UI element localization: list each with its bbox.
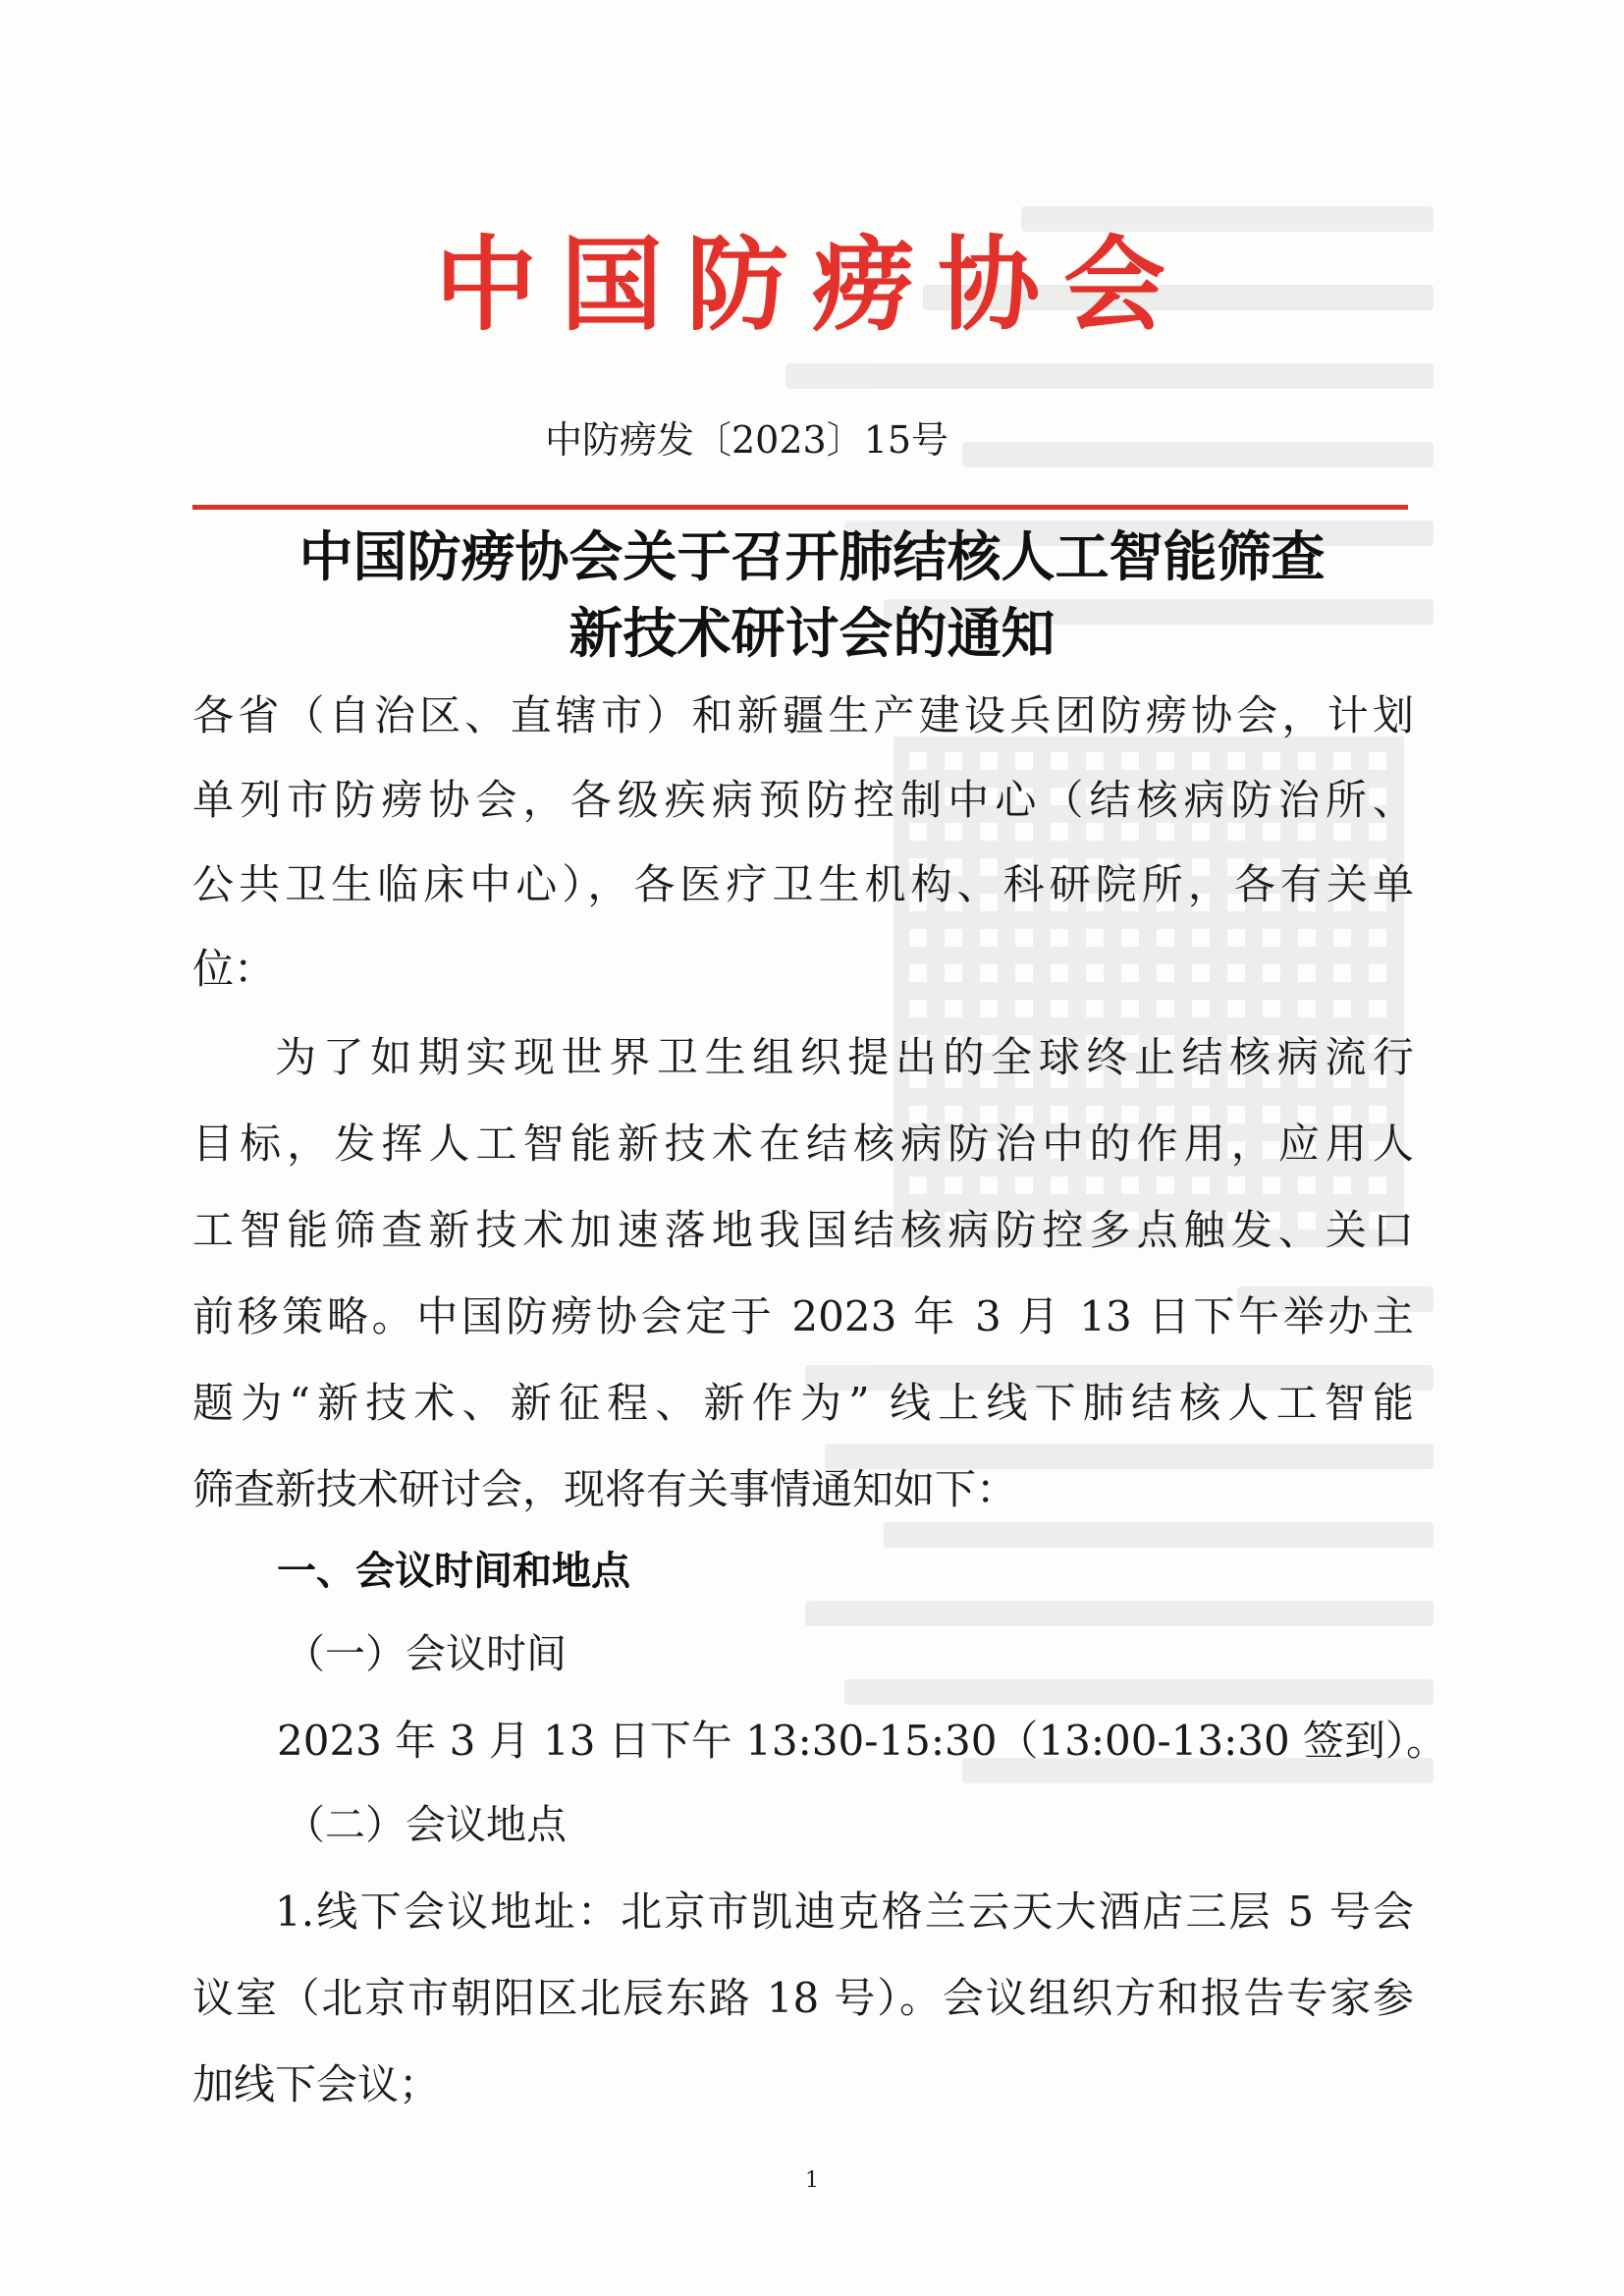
addressee-line: 各省（自治区、直辖市）和新疆生产建设兵团防痨协会，计划 [192, 691, 1414, 739]
subsection-heading: （二）会议地点 [285, 1801, 567, 1848]
intro-paragraph-line: 前移策略。中国防痨协会定于 2023 年 3 月 13 日下午举办主 [192, 1292, 1414, 1340]
intro-paragraph-line: 筛查新技术研讨会，现将有关事情通知如下： [192, 1465, 1018, 1513]
organization-letterhead: 中国防痨协会 [434, 225, 1189, 345]
intro-paragraph-line: 目标，发挥人工智能新技术在结核病防治中的作用，应用人 [192, 1120, 1414, 1168]
page-number: 1 [805, 2168, 819, 2193]
bleed-line [805, 1601, 1434, 1626]
document-number: 中防痨发〔2023〕15号 [545, 418, 949, 462]
intro-paragraph-line: 工智能筛查新技术加速落地我国结核病防控多点触发、关口 [192, 1206, 1414, 1254]
meeting-time-text: 2023 年 3 月 13 日下午 13:30-15:30（13:00-13:30 签到）。 [277, 1717, 1448, 1765]
meeting-location-line: 1.线下会议地址：北京市凯迪克格兰云天大酒店三层 5 号会 [275, 1887, 1414, 1936]
bleed-line [962, 442, 1434, 467]
addressee-line: 单列市防痨协会，各级疾病预防控制中心（结核病防治所、 [192, 776, 1414, 824]
intro-paragraph-line: 为了如期实现世界卫生组织提出的全球终止结核病流行 [275, 1033, 1414, 1081]
meeting-location-line: 加线下会议； [192, 2060, 441, 2108]
document-title-line-2: 新技术研讨会的通知 [568, 601, 1056, 665]
letterhead-red-rule [192, 505, 1408, 510]
bleed-line [884, 1522, 1434, 1548]
subsection-heading: （一）会议时间 [285, 1630, 567, 1677]
bleed-line [844, 1679, 1434, 1705]
addressee-line: 公共卫生临床中心），各医疗卫生机构、科研院所，各有关单 [192, 860, 1414, 908]
section-heading: 一、会议时间和地点 [277, 1549, 630, 1594]
intro-paragraph-line: 题为“新技术、新征程、新作为” 线上线下肺结核人工智能 [192, 1379, 1414, 1427]
meeting-location-line: 议室（北京市朝阳区北辰东路 18 号）。会议组织方和报告专家参 [192, 1974, 1414, 2022]
bleed-line [785, 363, 1434, 389]
document-title-line-1: 中国防痨协会关于召开肺结核人工智能筛查 [298, 524, 1326, 588]
addressee-line: 位： [192, 945, 276, 993]
